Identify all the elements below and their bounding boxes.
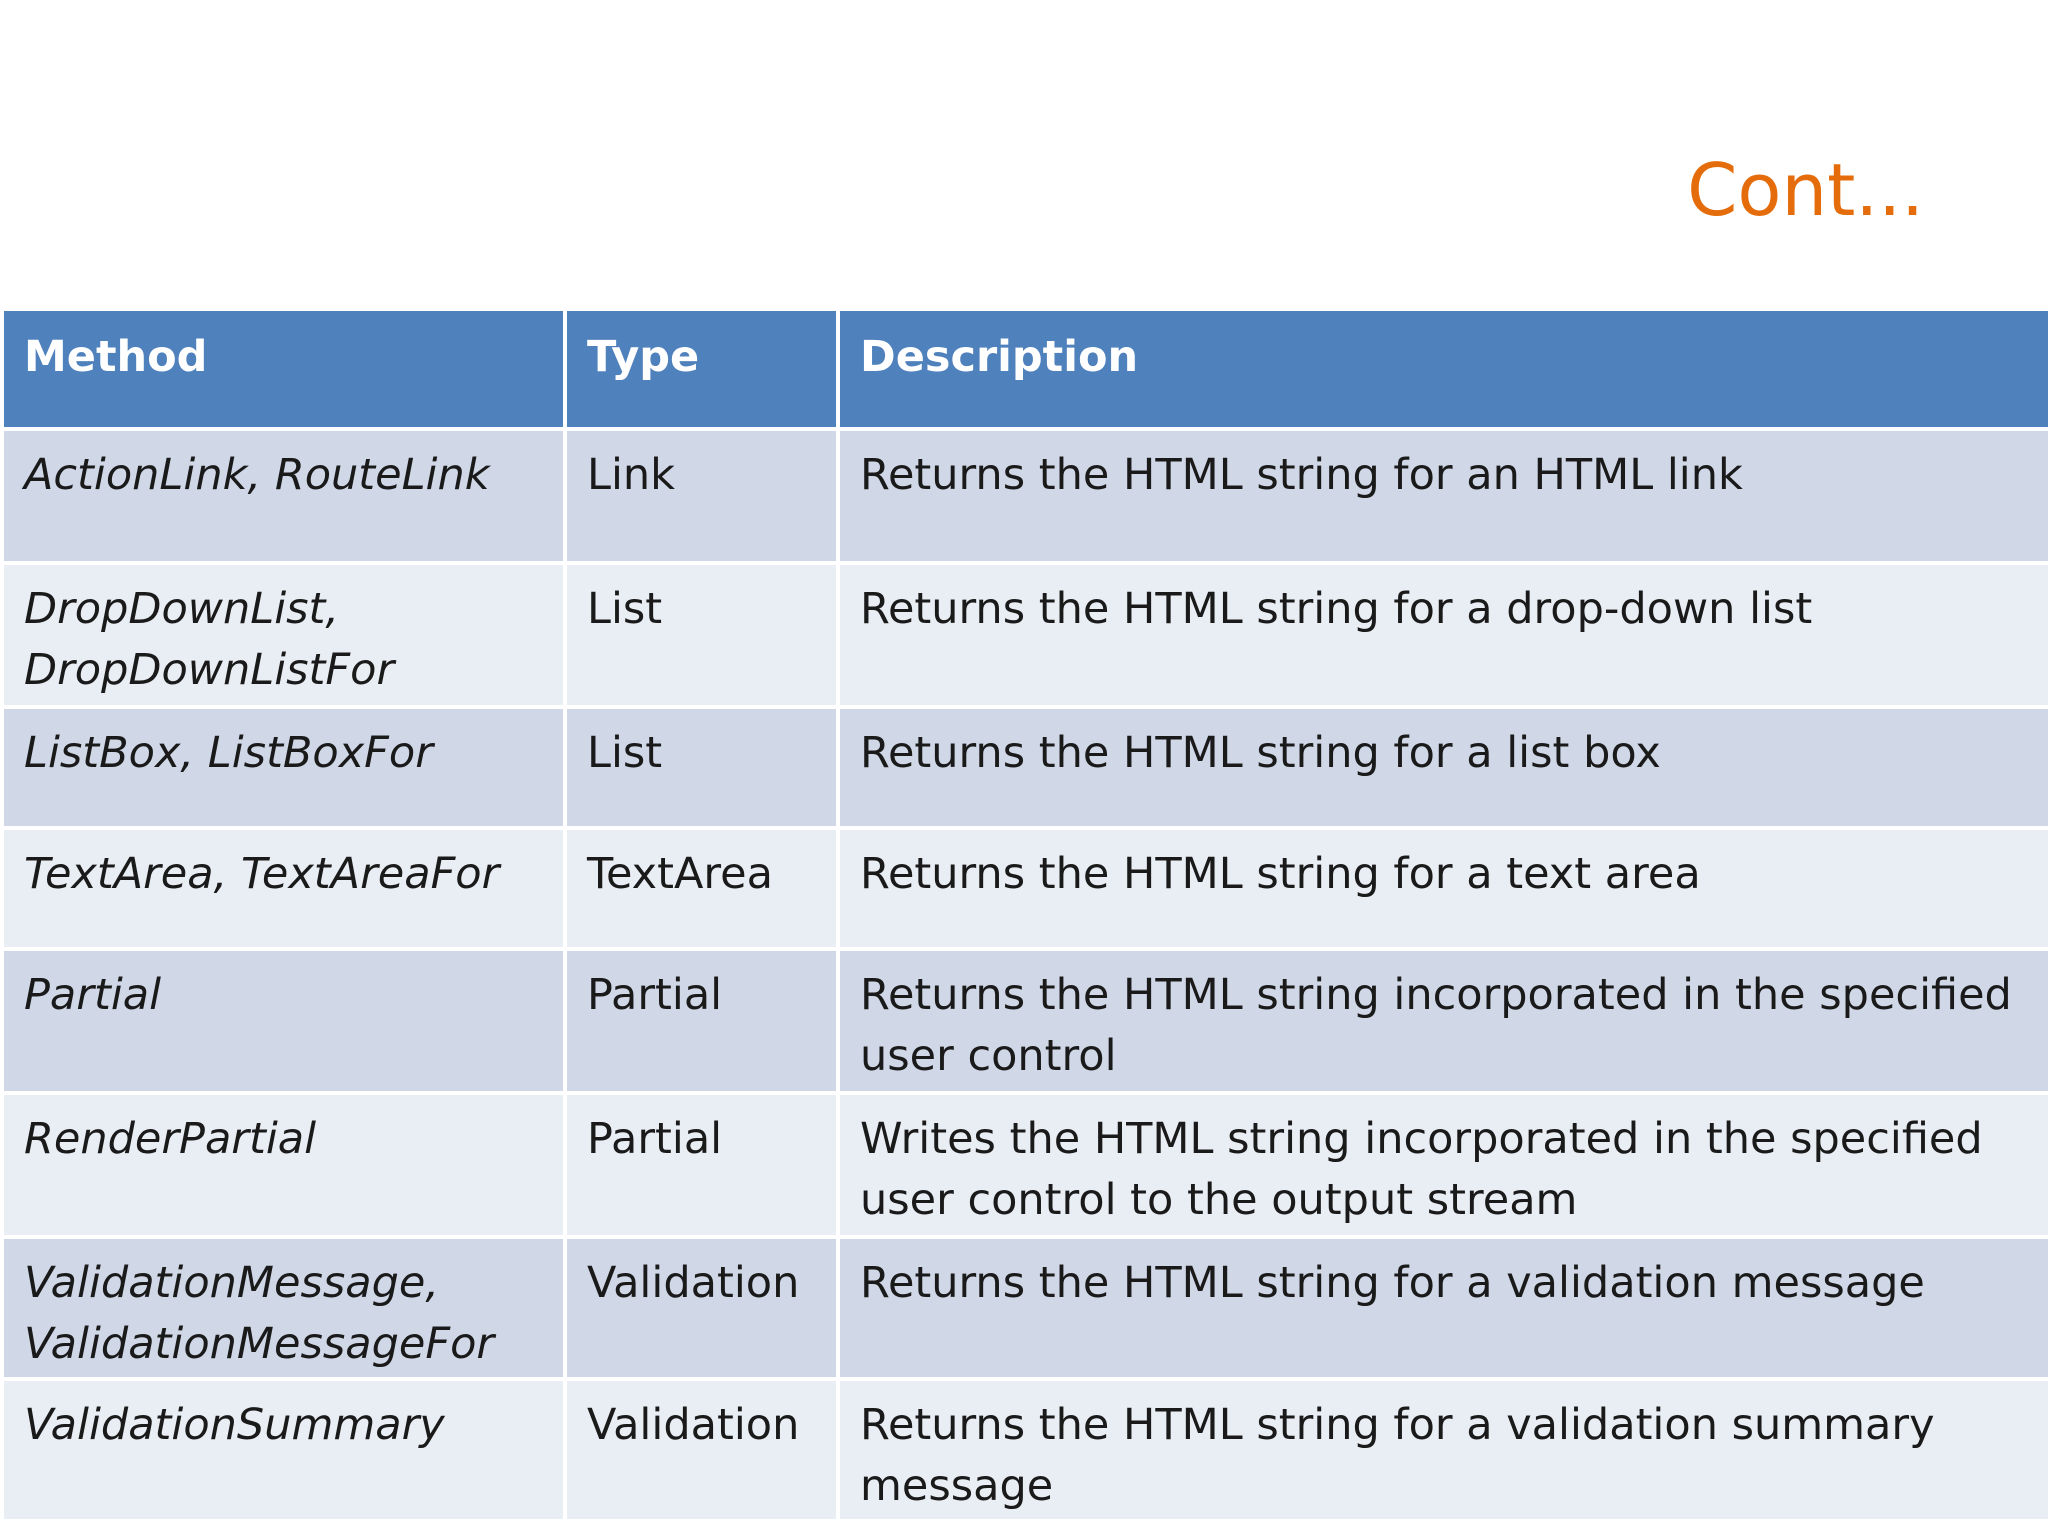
type-cell: List bbox=[565, 707, 838, 828]
table-row bbox=[2, 1093, 2048, 1237]
table-row bbox=[2, 828, 2048, 949]
description-cell: Returns the HTML string for an HTML link bbox=[838, 429, 2048, 563]
table-row bbox=[2, 949, 2048, 1093]
type-cell: Partial bbox=[565, 949, 838, 1093]
table-row bbox=[2, 707, 2048, 828]
helper-methods-table bbox=[0, 307, 2048, 1523]
description-cell: Writes the HTML string incorporated in the specified user control to the output stream bbox=[838, 1093, 2048, 1237]
column-header-type: Type bbox=[565, 309, 838, 429]
method-cell: ValidationSummary bbox=[2, 1379, 565, 1521]
type-cell: Validation bbox=[565, 1237, 838, 1379]
type-cell: Partial bbox=[565, 1093, 838, 1237]
method-cell: ValidationMessage, ValidationMessageFor bbox=[2, 1237, 565, 1379]
method-cell: RenderPartial bbox=[2, 1093, 565, 1237]
type-cell: Validation bbox=[565, 1379, 838, 1521]
description-cell: Returns the HTML string for a validation message bbox=[838, 1237, 2048, 1379]
method-cell: TextArea, TextAreaFor bbox=[2, 828, 565, 949]
type-cell: List bbox=[565, 563, 838, 707]
type-cell: TextArea bbox=[565, 828, 838, 949]
table-header-row bbox=[2, 309, 2048, 429]
description-cell: Returns the HTML string incorporated in the specified user control bbox=[838, 949, 2048, 1093]
method-cell: ActionLink, RouteLink bbox=[2, 429, 565, 563]
table-row bbox=[2, 1379, 2048, 1521]
table-row bbox=[2, 429, 2048, 563]
type-cell: Link bbox=[565, 429, 838, 563]
column-header-description: Description bbox=[838, 309, 2048, 429]
method-cell: ListBox, ListBoxFor bbox=[2, 707, 565, 828]
description-cell: Returns the HTML string for a drop-down list bbox=[838, 563, 2048, 707]
method-cell: Partial bbox=[2, 949, 565, 1093]
table-row bbox=[2, 563, 2048, 707]
description-cell: Returns the HTML string for a text area bbox=[838, 828, 2048, 949]
method-cell: DropDownList, DropDownListFor bbox=[2, 563, 565, 707]
description-cell: Returns the HTML string for a list box bbox=[838, 707, 2048, 828]
table-row bbox=[2, 1237, 2048, 1379]
description-cell: Returns the HTML string for a validation summary message bbox=[838, 1379, 2048, 1521]
column-header-method: Method bbox=[2, 309, 565, 429]
slide-title: Cont... bbox=[1687, 148, 1924, 232]
